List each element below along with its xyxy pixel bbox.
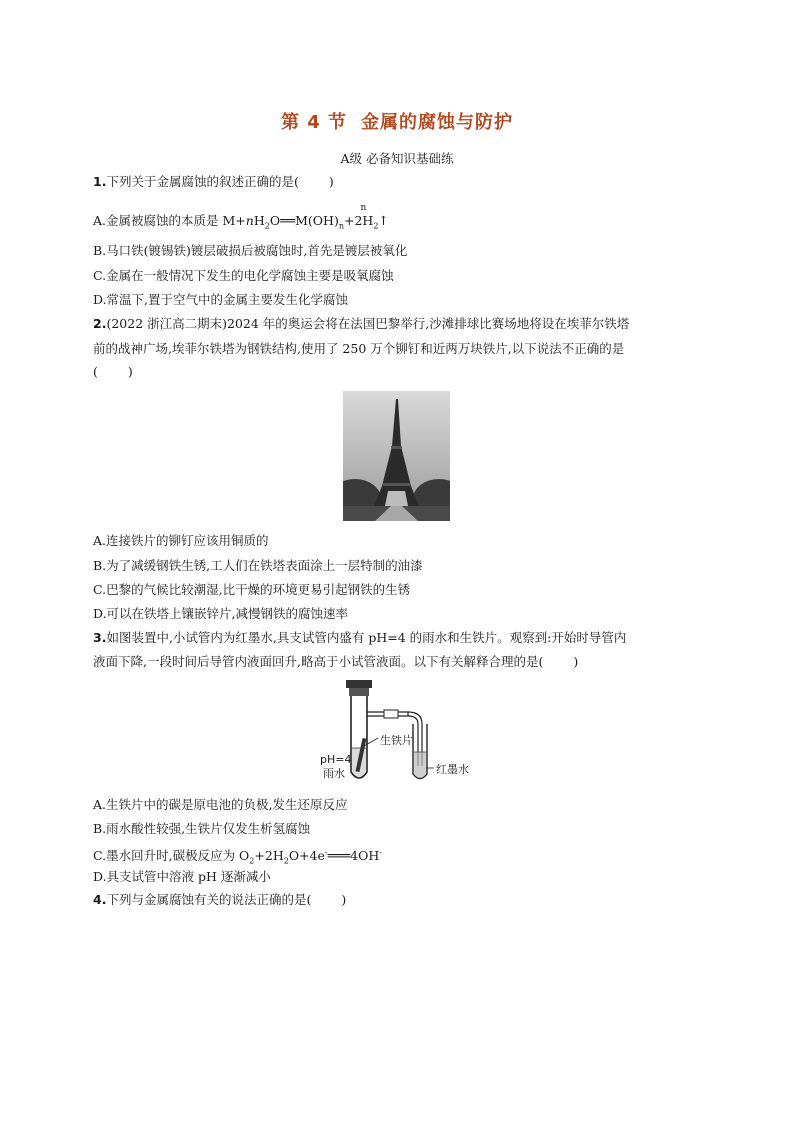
hydroxide-sub: n bbox=[338, 221, 344, 231]
water-sub: 2 bbox=[283, 856, 289, 866]
section-title: 金属的腐蚀与防护 bbox=[361, 112, 514, 133]
plus-sign: + bbox=[343, 213, 355, 228]
question-3-line-1 bbox=[93, 630, 626, 646]
question-1-option-c: C.金属在一般情况下发生的电化学腐蚀主要是吸氧腐蚀 bbox=[93, 268, 394, 283]
question-2-line-2: 前的战神广场,埃菲尔铁塔为钢铁结构,使用了 250 万个铆钉和近两万块铁片,以下说法不正确的是 bbox=[93, 341, 625, 356]
paren-close: ) bbox=[341, 892, 347, 907]
question-2-option-d: D.可以在铁塔上镶嵌锌片,减慢钢铁的腐蚀速率 bbox=[93, 606, 349, 621]
question-2-option-a: A.连接铁片的铆钉应该用铜质的 bbox=[93, 533, 269, 548]
question-text: 下列与金属腐蚀有关的说法正确的是( bbox=[106, 892, 312, 907]
question-3-option-b: B.雨水酸性较强,生铁片仅发生析氢腐蚀 bbox=[93, 821, 311, 836]
paren-close: ) bbox=[328, 174, 334, 189]
equation-product: ═══4OH bbox=[327, 848, 380, 864]
fraction-numerator: n bbox=[360, 203, 367, 213]
fraction bbox=[354, 203, 367, 229]
water-sub: 2 bbox=[264, 221, 270, 231]
electron-charge: - bbox=[324, 848, 328, 857]
question-4-stem bbox=[93, 892, 346, 908]
fraction-denominator: 2 bbox=[354, 213, 363, 228]
label-iron-sheet: 生铁片 bbox=[380, 734, 413, 747]
oxygen-sub: 2 bbox=[249, 856, 255, 866]
eiffel-tower-photo bbox=[343, 391, 450, 521]
question-number: 2. bbox=[93, 316, 107, 331]
coef-n: n bbox=[245, 213, 254, 228]
question-3-option-d: D.具支试管中溶液 pH 逐渐减小 bbox=[93, 869, 271, 884]
question-1-option-b: B.马口铁(镀锡铁)镀层破损后被腐蚀时,首先是镀层被氧化 bbox=[93, 243, 408, 258]
question-number: 4. bbox=[93, 892, 107, 907]
equation-product: ══M(OH) bbox=[280, 213, 339, 228]
water-h: H bbox=[253, 213, 265, 228]
question-3-option-a: A.生铁片中的碳是原电池的负极,发生还原反应 bbox=[93, 797, 348, 812]
question-text: 液面下降,一段时间后导管内液面回升,略高于小试管液面。以下有关解释合理的是( bbox=[93, 654, 544, 669]
question-2-option-b: B.为了减缓钢铁生锈,工人们在铁塔表面涂上一层特制的油漆 bbox=[93, 558, 423, 573]
label-rainwater: 雨水 bbox=[323, 767, 345, 780]
question-2-option-c: C.巴黎的气候比较潮湿,比干燥的环境更易引起钢铁的生锈 bbox=[93, 582, 411, 597]
question-3-line-2 bbox=[93, 654, 578, 670]
hydrogen: H bbox=[362, 213, 374, 228]
option-c-text: C.墨水回升时,碳极反应为 O bbox=[93, 848, 250, 864]
question-text: (2022 浙江高二期末)2024 年的奥运会将在法国巴黎举行,沙滩排球比赛场地将设在埃菲尔铁塔 bbox=[106, 316, 630, 331]
question-1-stem bbox=[93, 174, 334, 190]
page-title bbox=[0, 108, 794, 134]
water-o: O bbox=[269, 213, 281, 228]
question-number: 1. bbox=[93, 174, 107, 189]
equation-part: O+4e bbox=[288, 848, 325, 864]
question-1-option-d: D.常温下,置于空气中的金属主要发生化学腐蚀 bbox=[93, 292, 349, 307]
hydroxide-charge: - bbox=[379, 848, 382, 857]
section-number: 第 4 节 bbox=[280, 112, 348, 133]
equation-part: +2H bbox=[254, 848, 284, 864]
label-red-ink: 红墨水 bbox=[436, 763, 469, 776]
question-1-option-a bbox=[93, 203, 389, 235]
question-text: 如图装置中,小试管内为红墨水,具支试管内盛有 pH=4 的雨水和生铁片。观察到:开始时导管内 bbox=[106, 630, 627, 645]
hydrogen-sub: 2 bbox=[373, 221, 379, 231]
label-ph: pH=4 bbox=[320, 753, 352, 766]
option-a-text: A.金属被腐蚀的本质是 M+ bbox=[93, 213, 246, 228]
question-2-line-1 bbox=[93, 316, 629, 332]
paren-open: ( bbox=[93, 364, 98, 379]
paren-close: ) bbox=[573, 654, 579, 669]
question-3-option-c bbox=[93, 845, 382, 870]
gas-arrow: ↑ bbox=[378, 213, 389, 228]
question-2-line-3 bbox=[93, 364, 133, 380]
level-heading: A级 必备知识基础练 bbox=[340, 151, 454, 166]
paren-close: ) bbox=[127, 364, 133, 379]
question-text: 下列关于金属腐蚀的叙述正确的是( bbox=[106, 174, 299, 189]
question-number: 3. bbox=[93, 630, 107, 645]
